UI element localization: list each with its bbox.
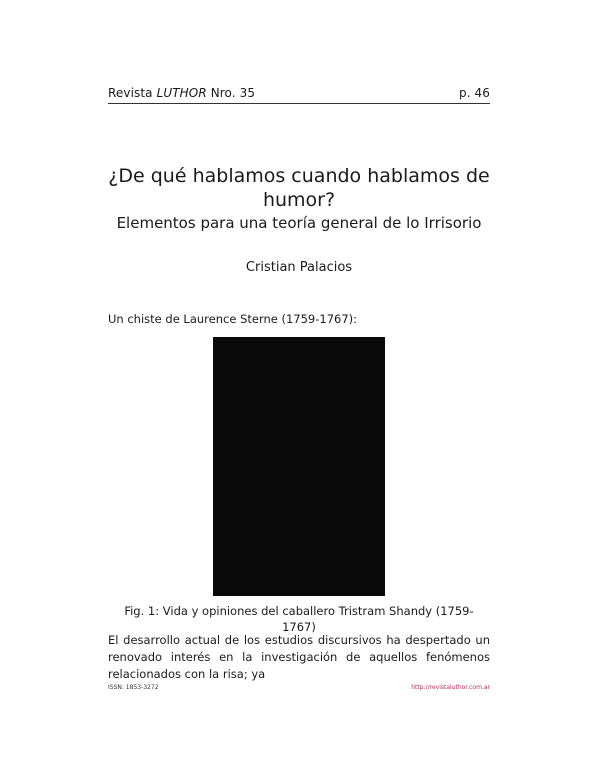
running-header (108, 86, 490, 100)
title-line-1: ¿De qué hablamos cuando hablamos de (108, 165, 490, 187)
figure-caption: Fig. 1: Vida y opiniones del caballero Tristram Shandy (1759-1767) (124, 604, 474, 634)
journal-prefix: Revista (108, 86, 153, 100)
page-number: p. 46 (458, 86, 490, 100)
article-subtitle: Elementos para una teoría general de lo Irrisorio (116, 214, 482, 232)
journal-name (108, 86, 255, 100)
journal-title: LUTHOR (156, 86, 207, 100)
intro-text: Un chiste de Laurence Sterne (1759-1767): (108, 312, 358, 326)
author-name: Cristian Palacios (245, 260, 353, 275)
page-footer (108, 684, 490, 691)
figure-black-page (213, 337, 385, 596)
journal-url-link[interactable]: http://revistaluthor.com.ar (411, 684, 490, 691)
journal-issue: Nro. 35 (210, 86, 256, 100)
issn-text: ISSN: 1853-3272 (108, 684, 159, 691)
header-rule (108, 103, 490, 104)
body-paragraph: El desarrollo actual de los estudios discursivos ha despertado un renovado interés en la investigación de aquellos fenómenos relacionados con la risa; ya (108, 633, 490, 681)
title-line-2: humor? (262, 189, 336, 211)
article-title (108, 164, 490, 212)
